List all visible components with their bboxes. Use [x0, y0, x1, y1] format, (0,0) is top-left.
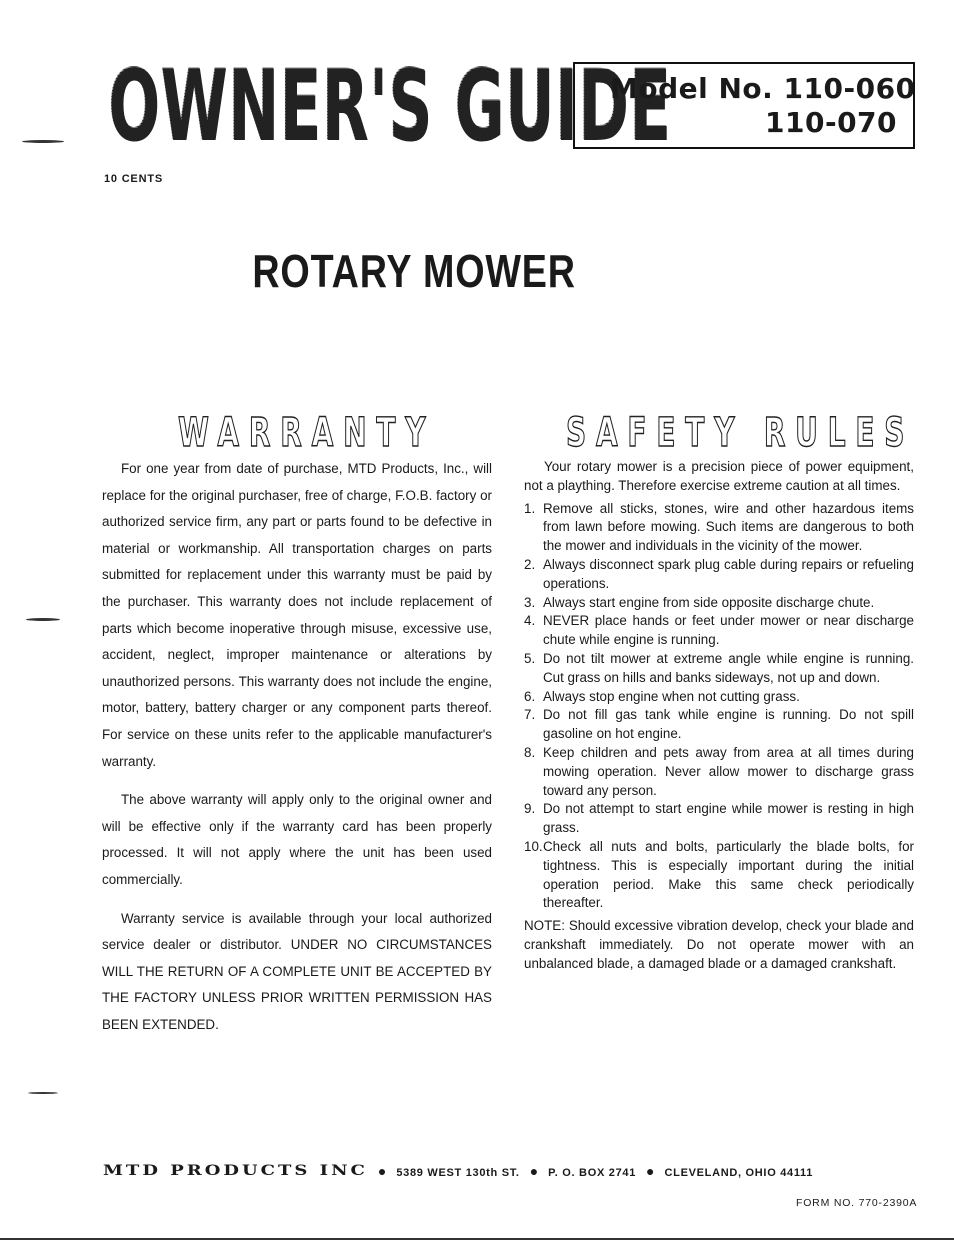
safety-rule-item	[524, 556, 914, 594]
safety-note: NOTE: Should excessive vibration develop, check your blade and crankshaft immediately. Do not operate mower with an unbalanced blade, a damaged blade or a damaged crankshaft.	[524, 918, 914, 971]
scan-mark	[28, 1092, 58, 1094]
company-name: MTD PRODUCTS INC	[103, 1162, 368, 1179]
model-number-primary: Model No. 110-060	[610, 72, 916, 105]
safety-intro: Your rotary mower is a precision piece of power equipment, not a plaything. Therefore exercise extreme caution at all times.	[524, 459, 914, 493]
scan-mark	[26, 618, 60, 621]
rule-number: 6.	[524, 688, 536, 704]
rule-number: 5.	[524, 650, 536, 666]
safety-rule-item	[524, 500, 914, 556]
document-title: ROTARY MOWER	[252, 245, 576, 297]
footer-address-line	[103, 1160, 918, 1186]
rule-text: Do not attempt to start engine while mower is resting in high grass.	[543, 801, 914, 836]
guide-title: OWNER'S GUIDE	[108, 49, 672, 163]
street-address: 5389 WEST 130th ST.	[396, 1167, 520, 1179]
rule-text: Always stop engine when not cutting grass.	[543, 688, 800, 704]
price-label: 10 CENTS	[104, 173, 163, 185]
rule-number: 2.	[524, 556, 536, 572]
safety-rule-item	[524, 650, 914, 688]
rule-number: 9.	[524, 801, 536, 817]
rule-text: Do not fill gas tank while engine is running. Do not spill gasoline on hot engine.	[543, 707, 914, 742]
safety-rule-item	[524, 688, 914, 707]
rule-number: 8.	[524, 744, 536, 760]
rule-text: NEVER place hands or feet under mower or near discharge chute while engine is running.	[543, 613, 914, 648]
safety-rule-item	[524, 612, 914, 650]
rule-text: Always disconnect spark plug cable during repairs or refueling operations.	[543, 556, 914, 591]
bullet-separator: ●	[529, 1163, 539, 1179]
rule-number: 10.	[524, 838, 543, 854]
safety-rules-heading: SAFETY RULES	[566, 410, 915, 456]
bullet-separator: ●	[377, 1163, 387, 1179]
rule-text: Always start engine from side opposite discharge chute.	[543, 594, 875, 610]
warranty-paragraph: Warranty service is available through your local authorized service dealer or distributor. UNDER NO CIRCUMSTANCES WILL THE RETURN OF A COMPLETE UNIT BE ACCEPTED BY THE FACTORY UNLESS PRIOR WRITTEN PERMISSION HAS BEEN EXTENDED.	[102, 910, 492, 1032]
rule-number: 4.	[524, 613, 536, 629]
warranty-section	[102, 456, 492, 1050]
rule-text: Keep children and pets away from area at all times during mowing operation. Never allow mower to discharge grass toward any person.	[543, 744, 914, 798]
rule-text: Check all nuts and bolts, particularly the blade bolts, for tightness. This is especially important during the initial operation period. Make this same check periodically thereafter.	[543, 838, 914, 911]
rule-text: Remove all sticks, stones, wire and other hazardous items from lawn before mowing. Such items are dangerous to both the mower and individuals in the vicinity of the mower.	[543, 500, 914, 554]
safety-rules-list	[524, 500, 914, 914]
safety-rule-item	[524, 594, 914, 613]
safety-rule-item	[524, 838, 914, 913]
scan-mark	[22, 140, 64, 143]
warranty-paragraph: The above warranty will apply only to the original owner and will be effective only if the warranty card has been properly processed. It will not apply where the unit has been used commercially.	[102, 792, 492, 887]
po-box: P. O. BOX 2741	[548, 1167, 637, 1179]
form-number: FORM NO. 770-2390A	[796, 1197, 918, 1209]
warranty-heading: WARRANTY	[178, 410, 436, 456]
model-number-alternate: 110-070	[765, 106, 898, 139]
bullet-separator: ●	[646, 1163, 655, 1179]
safety-rule-item	[524, 744, 914, 800]
safety-rule-item	[524, 706, 914, 744]
rule-number: 1.	[524, 500, 536, 516]
city-state-zip: CLEVELAND, OHIO 44111	[664, 1167, 814, 1179]
rule-text: Do not tilt mower at extreme angle while engine is running. Cut grass on hills and banks sideways, not up and down.	[543, 650, 914, 685]
warranty-paragraph: For one year from date of purchase, MTD Products, Inc., will replace for the original purchaser, free of charge, F.O.B. factory or authorized service firm, any part or parts found to be defective in material or workmanship. All transportation charges on parts submitted for replacement under this warranty must be paid by the purchaser. This warranty does not include replacement of parts which become inoperative through misuse, excessive use, accident, neglect, improper maintenance or alterations by unauthorized persons. This warranty does not include the engine, motor, battery, battery charger or any component parts thereof. For service on these units refer to the applicable manufacturer's warranty.	[102, 461, 492, 769]
rule-number: 7.	[524, 707, 536, 723]
bottom-rule	[0, 1238, 954, 1240]
safety-rule-item	[524, 800, 914, 838]
rule-number: 3.	[524, 594, 536, 610]
safety-rules-section	[524, 458, 914, 974]
